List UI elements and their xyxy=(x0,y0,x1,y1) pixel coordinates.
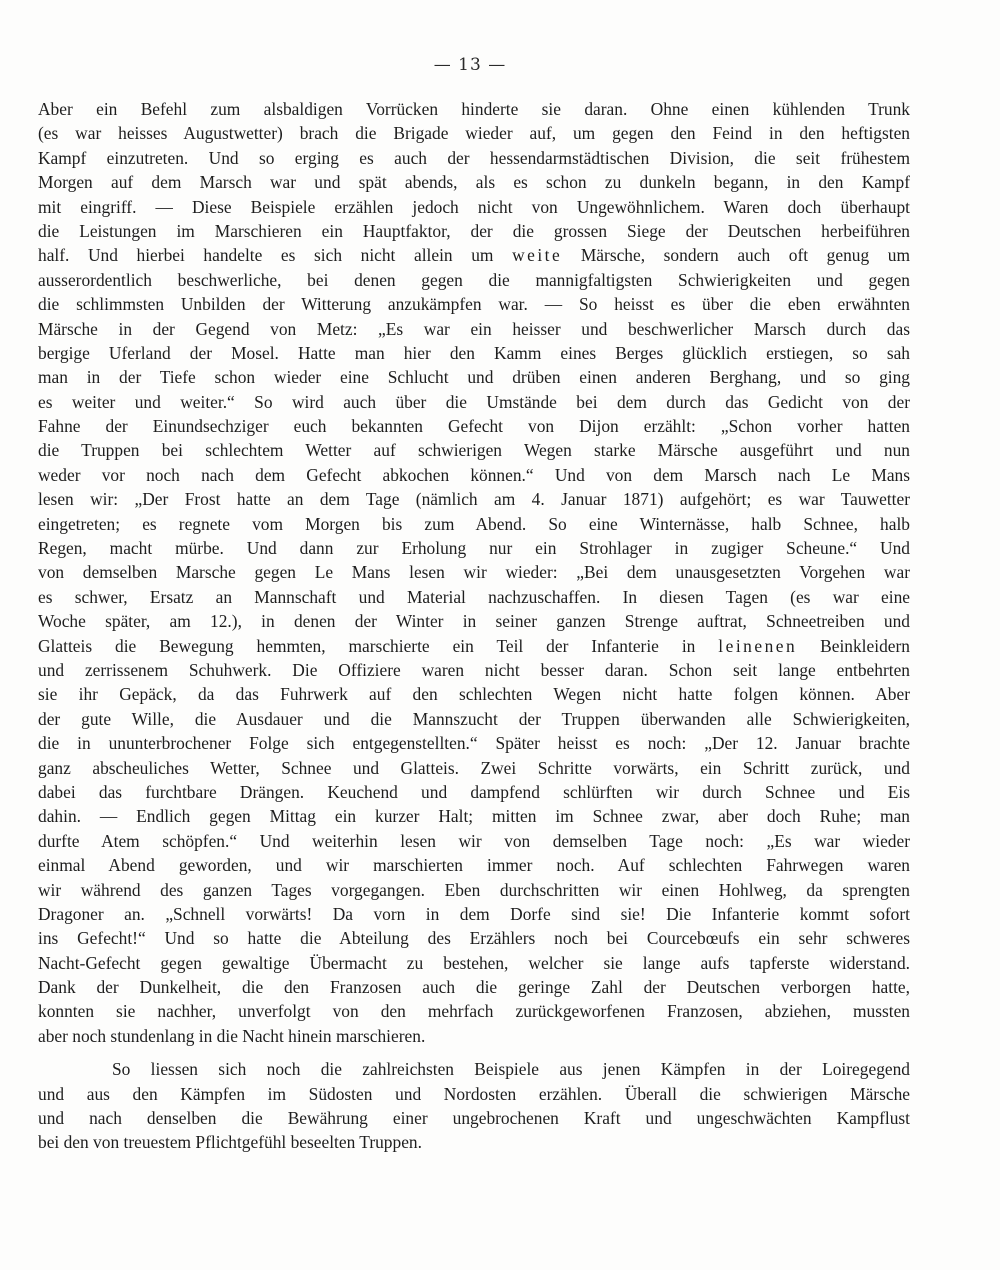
text-line: mit eingriff. — Diese Beispiele erzählen jedoch nicht von Ungewöhnlichem. Waren doch überhaupt xyxy=(38,196,910,217)
paragraph-2 xyxy=(38,1057,910,1155)
text-line-with-emphasis xyxy=(38,634,910,658)
text-line: und zerrissenem Schuhwerk. Die Offiziere waren nicht besser daran. Schon seit lange entbehrten xyxy=(38,659,910,680)
paragraph-1 xyxy=(38,97,910,1048)
text-segment: Beinkleidern xyxy=(820,635,910,656)
text-line: sie ihr Gepäck, da das Fuhrwerk auf den schlechten Wegen nicht hatte folgen können. Aber xyxy=(38,684,910,705)
text-line: bei den von treuestem Pflichtgefühl beseelten Truppen. xyxy=(38,1132,422,1153)
text-line: einmal Abend geworden, und wir marschierten immer noch. Auf schlechten Fahrwegen waren xyxy=(38,855,910,876)
text-line: eingetreten; es regnete vom Morgen bis zum Abend. So eine Winternässe, halb Schnee, halb xyxy=(38,513,910,534)
text-line: und nach denselben die Bewährung einer ungebrochenen Kraft und ungeschwächten Kampflust xyxy=(38,1108,910,1129)
text-line: aber noch stundenlang in die Nacht hinein marschieren. xyxy=(38,1025,426,1046)
text-line: die in ununterbrochener Folge sich entgegenstellten.“ Später heisst es noch: „Der 12. Januar brachte xyxy=(38,733,910,754)
text-line: Dragoner an. „Schnell vorwärts! Da vorn in dem Dorfe sind sie! Die Infanterie kommt sofort xyxy=(38,903,910,924)
text-line: es weiter und weiter.“ So wird auch über die Umstände bei dem durch das Gedicht von der xyxy=(38,391,910,412)
text-line: Dank der Dunkelheit, die den Franzosen auch die geringe Zahl der Deutschen verborgen hatte, xyxy=(38,977,910,998)
text-line: ganz abscheuliches Wetter, Schnee und Glatteis. Zwei Schritte vorwärts, ein Schritt zurück, und xyxy=(38,757,910,778)
text-line: Morgen auf dem Marsch war und spät abends, als es schon zu dunkeln begann, in den Kampf xyxy=(38,172,910,193)
text-line: Aber ein Befehl zum alsbaldigen Vorrücken hinderte sie daran. Ohne einen kühlenden Trunk xyxy=(38,99,910,119)
text-line: die Truppen bei schlechtem Wetter auf schwierigen Wegen starke Märsche ausgeführt und nun xyxy=(38,440,910,461)
text-line: Kampf einzutreten. Und so erging es auch der hessendarmstädtischen Division, die seit frühestem xyxy=(38,147,910,168)
text-line: wir während des ganzen Tages vorgegangen. Eben durchschritten wir einen Hohlweg, da sprengten xyxy=(38,879,910,900)
text-line: So liessen sich noch die zahlreichsten Beispiele aus jenen Kämpfen in der Loiregegend xyxy=(112,1059,910,1080)
text-line: durfte Atem schöpfen.“ Und weiterhin lesen wir von demselben Tage noch: „Es war wieder xyxy=(38,830,910,851)
page-number: — 13 — xyxy=(433,55,507,75)
text-line: Märsche in der Gegend von Metz: „Es war ein heisser und beschwerlicher Marsch durch das xyxy=(38,318,910,339)
text-line: dabei das furchtbare Drängen. Keuchend und dampfend schlürften wir durch Schnee und Eis xyxy=(38,781,910,802)
text-line: ausserordentlich beschwerliche, bei denen gegen die mannigfaltigsten Schwierigkeiten und gegen xyxy=(38,269,910,290)
text-line: die Leistungen im Marschieren ein Hauptfaktor, der die grossen Siege der Deutschen herbeiführen xyxy=(38,220,910,241)
text-line: Regen, macht mürbe. Und dann zur Erholung nur ein Strohlager in zugiger Scheune.“ Und xyxy=(38,538,910,559)
text-line: ins Gefecht!“ Und so hatte die Abteilung des Erzählers noch bei Courcebœufs ein sehr schweres xyxy=(38,928,910,949)
text-line: man in der Tiefe schon wieder eine Schlucht und drüben einen anderen Berghang, und so ging xyxy=(38,367,910,388)
text-line: dahin. — Endlich gegen Mittag ein kurzer Halt; mitten im Schnee zwar, aber doch Ruhe; man xyxy=(38,806,910,827)
text-line: es schwer, Ersatz an Mannschaft und Material nachzuschaffen. In diesen Tagen (es war eine xyxy=(38,586,910,607)
text-line: die schlimmsten Unbilden der Witterung anzukämpfen war. — So heisst es über die eben erwähnten xyxy=(38,294,910,315)
text-line: (es war heisses Augustwetter) brach die Brigade wieder auf, um gegen den Feind in den heftigsten xyxy=(38,123,910,144)
emphasized-word: leinenen xyxy=(718,635,798,656)
text-line: Nacht-Gefecht gegen gewaltige Übermacht zu bestehen, welcher sie lange aufs tapferste widerstand. xyxy=(38,952,910,973)
text-segment: half. Und hierbei handelte es sich nicht allein um xyxy=(38,245,494,266)
text-line-with-emphasis xyxy=(38,243,910,267)
paragraph-spacer xyxy=(38,1048,910,1057)
text-line: und aus den Kämpfen im Südosten und Nordosten erzählen. Überall die schwierigen Märsche xyxy=(38,1083,910,1104)
text-line: der gute Wille, die Ausdauer und die Mannszucht der Truppen überwanden alle Schwierigkeiten, xyxy=(38,708,910,729)
emphasized-word: weite xyxy=(512,245,563,266)
text-line: konnten sie nachher, unverfolgt von den mehrfach zurückgeworfenen Franzosen, abziehen, mussten xyxy=(38,1001,910,1022)
text-segment: Märsche, sondern auch oft genug um xyxy=(580,245,910,266)
text-line: lesen wir: „Der Frost hatte an dem Tage (nämlich am 4. Januar 1871) aufgehört; es war Tauwetter xyxy=(38,489,910,510)
text-line: Fahne der Einundsechziger euch bekannten Gefecht von Dijon erzählt: „Schon vorher hatten xyxy=(38,416,910,437)
text-line: von demselben Marsche gegen Le Mans lesen wir wieder: „Bei dem unausgesetzten Vorgehen war xyxy=(38,562,910,583)
body-text xyxy=(38,97,910,1155)
text-line: Woche später, am 12.), in denen der Winter in seiner ganzen Strenge auftrat, Schneetreiben und xyxy=(38,611,910,632)
text-segment: Glatteis die Bewegung hemmten, marschierte ein Teil der Infanterie in xyxy=(38,635,696,656)
text-line: bergige Uferland der Mosel. Hatte man hier den Kamm eines Berges glücklich erstiegen, so sah xyxy=(38,342,910,363)
text-line: weder vor noch nach dem Gefecht abkochen können.“ Und von dem Marsch nach Le Mans xyxy=(38,464,910,485)
